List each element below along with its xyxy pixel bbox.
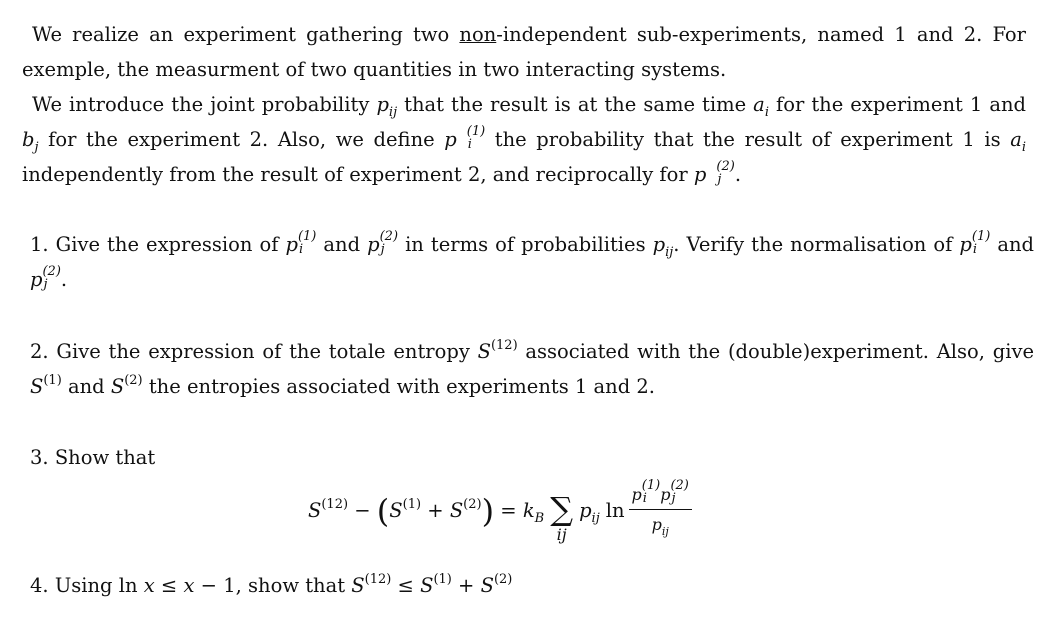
sum-index: ij bbox=[556, 525, 567, 544]
intro-text-continued: -independent sub-experiments, named 1 and 2. For exemple, the measurment of two quantities in two interacting systems. bbox=[22, 23, 1026, 81]
p2-j-symbol: p (2) j bbox=[30, 264, 61, 292]
question-text: . bbox=[60, 268, 68, 291]
leq-sign: ≤ bbox=[391, 574, 421, 597]
definition-end: . bbox=[734, 163, 742, 186]
ln-operator: ln bbox=[605, 498, 625, 522]
S12-symbol: $S^{(12)}$ bbox=[477, 338, 518, 363]
question-text: the entropies associated with experiments 1 and 2. bbox=[142, 375, 656, 398]
fraction-denominator: $p_{ij}$ bbox=[651, 514, 669, 538]
question-1 bbox=[22, 227, 1034, 297]
question-text: Give the expression of bbox=[55, 233, 286, 256]
question-text: Give the expression of the totale entropy bbox=[56, 340, 478, 363]
a-i-symbol: $a_i$ bbox=[1010, 128, 1027, 155]
question-text: and bbox=[990, 233, 1034, 256]
plus-sign: + bbox=[421, 498, 450, 522]
question-number: 2. bbox=[30, 340, 49, 363]
question-2 bbox=[22, 334, 1034, 404]
S2-symbol: $S^{(2)}$ bbox=[449, 496, 482, 522]
p2-j-symbol: p (2) j bbox=[367, 229, 399, 257]
p1-i-symbol: p (1) i bbox=[444, 124, 486, 152]
definition-paragraph bbox=[22, 87, 1026, 192]
equals-sign: = bbox=[494, 498, 523, 522]
question-4 bbox=[22, 568, 1034, 603]
S2-symbol: $S^{(2)}$ bbox=[110, 373, 143, 398]
question-text: and bbox=[61, 375, 111, 398]
kB-symbol: $k_B$ bbox=[522, 498, 545, 526]
question-text: Show that bbox=[54, 446, 156, 469]
question-text: in terms of probabilities bbox=[398, 233, 653, 256]
definition-text: for the experiment 2. Also, we define bbox=[38, 128, 445, 151]
question-number: 3. bbox=[30, 446, 49, 469]
underlined-word: non bbox=[459, 23, 497, 46]
S2-symbol: $S^{(2)}$ bbox=[480, 572, 513, 597]
definition-text: independently from the result of experiment 2, and reciprocally for bbox=[22, 163, 694, 186]
p2-j-symbol: p (2) j bbox=[693, 159, 735, 187]
definition-text: We introduce the joint probability bbox=[32, 93, 377, 116]
x-symbol: x bbox=[143, 574, 155, 597]
sigma-sign: ∑ bbox=[550, 490, 574, 528]
right-paren: ) bbox=[481, 492, 495, 530]
p-ij-symbol: $p_{ij}$ bbox=[579, 498, 600, 526]
a-i-symbol: $a_i$ bbox=[753, 93, 769, 120]
S1-symbol: $S^{(1)}$ bbox=[420, 572, 452, 597]
x-symbol: x bbox=[183, 574, 195, 597]
intro-text: We realize an experiment gathering two bbox=[32, 23, 460, 46]
definition-text: the probability that the result of experiment 1 is bbox=[485, 128, 1011, 151]
leq-sign: ≤ bbox=[154, 574, 184, 597]
question-text: and bbox=[316, 233, 368, 256]
minus-sign: − bbox=[348, 498, 377, 522]
p1-i-symbol: p (1) i bbox=[959, 229, 991, 257]
summation bbox=[550, 490, 574, 544]
question-text: associated with the (double)experiment. Also, give bbox=[517, 340, 1035, 363]
b-j-symbol: $b_j$ bbox=[22, 128, 39, 155]
S1-symbol: $S^{(1)}$ bbox=[389, 496, 422, 522]
p-ij-symbol: $p_{ij}$ bbox=[376, 93, 398, 120]
entropy-equation bbox=[308, 460, 692, 560]
question-number: 4. bbox=[30, 574, 49, 597]
left-paren: ( bbox=[376, 492, 390, 530]
p1-i-symbol: p (1) i bbox=[285, 229, 317, 257]
S1-symbol: $S^{(1)}$ bbox=[30, 373, 62, 398]
ln-operator: ln bbox=[118, 574, 144, 597]
definition-text: for the experiment 1 and bbox=[768, 93, 1027, 116]
question-text: − 1, show that bbox=[194, 574, 352, 597]
definition-text: that the result is at the same time bbox=[397, 93, 754, 116]
question-text: . Verify the normalisation of bbox=[673, 233, 960, 256]
S12-symbol: $S^{(12)}$ bbox=[308, 496, 349, 522]
question-text: Using bbox=[54, 574, 119, 597]
S12-symbol: $S^{(12)}$ bbox=[351, 572, 392, 597]
fraction-numerator: p (1) i p (2) j bbox=[629, 481, 692, 510]
plus-sign: + bbox=[451, 574, 481, 597]
p-ij-symbol: $p_{ij}$ bbox=[652, 233, 674, 260]
question-number: 1. bbox=[30, 233, 49, 256]
fraction bbox=[629, 477, 692, 538]
intro-paragraph bbox=[22, 17, 1026, 87]
